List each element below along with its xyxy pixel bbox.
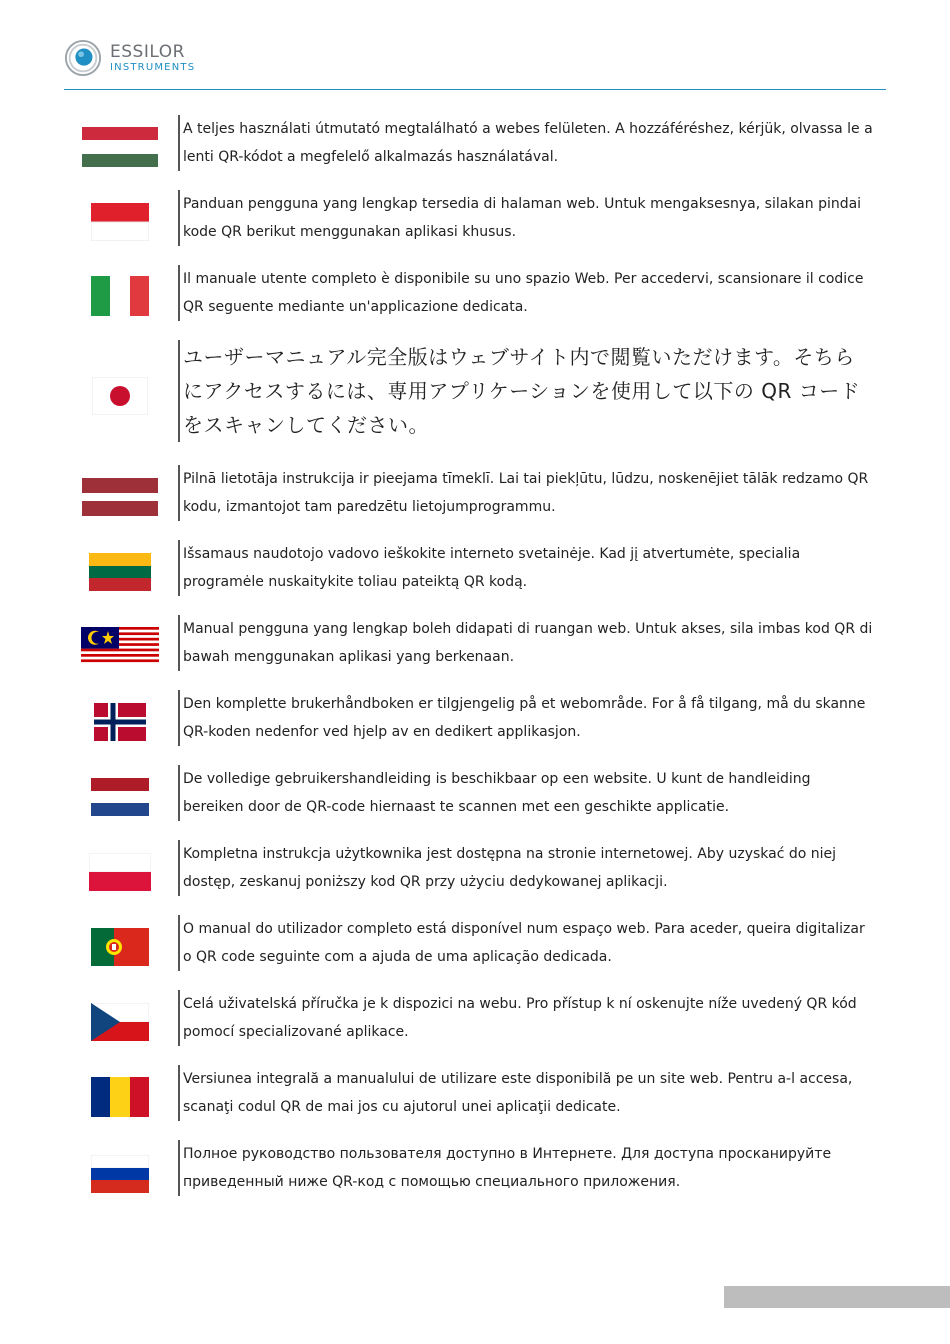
instruction-text: Il manuale utente completo è disponibile su uno spazio Web. Per accedervi, scansionare il codice QR seguente mediante un'applicazione dedicata. — [178, 265, 873, 321]
italy-flag-icon — [91, 276, 149, 316]
flag-container — [80, 852, 160, 892]
instruction-text: Den komplette brukerhåndboken er tilgjengelig på et webområde. For å få tilgang, må du skanne QR-koden nedenfor ved hjelp av en dedikert applikasjon. — [178, 690, 873, 746]
portugal-flag-icon — [91, 928, 149, 966]
instruction-text: A teljes használati útmutató megtalálható a webes felületen. A hozzáféréshez, kérjük, olvassa le a lenti QR-kódot a megfelelő alkalmazás használatával. — [178, 115, 873, 171]
hungary-flag-icon — [82, 127, 158, 167]
instruction-text: ユーザーマニュアル完全版はウェブサイト内で閲覧いただけます。そちらにアクセスするには、専用アプリケーションを使用して以下の QR コードをスキャンしてください。 — [178, 340, 873, 442]
flag-container — [80, 1002, 160, 1042]
netherlands-flag-icon — [91, 778, 149, 816]
russia-flag-icon — [91, 1155, 149, 1193]
essilor-logo — [64, 38, 195, 78]
lithuania-flag-icon — [89, 553, 151, 591]
flag-container — [80, 376, 160, 416]
instruction-text: Celá uživatelská příručka je k dispozici na webu. Pro přístup k ní oskenujte níže uvedený QR kód pomocí specializované aplikace. — [178, 990, 873, 1046]
header-divider — [64, 89, 886, 90]
instruction-text: Išsamaus naudotojo vadovo ieškokite interneto svetainėje. Kad jį atvertumėte, specialia programėle nuskaitykite toliau pateiktą QR kodą. — [178, 540, 873, 596]
flag-container — [80, 202, 160, 242]
brand-subtitle: INSTRUMENTS — [110, 61, 196, 73]
brand-name: ESSILOR — [110, 41, 185, 62]
essilor-logo-icon — [64, 39, 102, 77]
instruction-text: Versiunea integrală a manualului de utilizare este disponibilă pe un site web. Pentru a-l accesa, scanaţi codul QR de mai jos cu ajutorul unei aplicaţii dedicate. — [178, 1065, 873, 1121]
flag-container — [80, 625, 160, 667]
flag-container — [80, 127, 160, 167]
japan-flag-icon — [92, 377, 148, 415]
flag-container — [80, 777, 160, 817]
flag-container — [80, 552, 160, 592]
poland-flag-icon — [89, 853, 151, 891]
instruction-text: Manual pengguna yang lengkap boleh didapati di ruangan web. Untuk akses, sila imbas kod QR di bawah menggunakan aplikasi yang berkenaan. — [178, 615, 873, 671]
instruction-text: Kompletna instrukcja użytkownika jest dostępna na stronie internetowej. Aby uzyskać do niej dostęp, zeskanuj poniższy kod QR przy użyciu dedykowanej aplikacji. — [178, 840, 873, 896]
flag-container — [80, 1077, 160, 1117]
norway-flag-icon — [94, 703, 146, 741]
instruction-text: O manual do utilizador completo está disponível num espaço web. Para aceder, queira digitalizar o QR code seguinte com a ajuda de uma aplicação dedicada. — [178, 915, 873, 971]
flag-container — [80, 927, 160, 967]
latvia-flag-icon — [82, 478, 158, 516]
indonesia-flag-icon — [91, 203, 149, 241]
malaysia-flag-icon — [81, 627, 159, 665]
romania-flag-icon — [91, 1077, 149, 1117]
flag-container — [80, 477, 160, 517]
flag-container — [80, 275, 160, 317]
flag-container — [80, 1154, 160, 1194]
page-header — [0, 0, 950, 92]
instruction-text: Полное руководство пользователя доступно в Интернете. Для доступа просканируйте приведенный ниже QR-код с помощью специального приложения. — [178, 1140, 873, 1196]
instruction-text: Panduan pengguna yang lengkap tersedia di halaman web. Untuk mengaksesnya, silakan pindai kode QR berikut menggunakan aplikasi khusus. — [178, 190, 873, 246]
page-footer-bar — [724, 1286, 950, 1308]
flag-container — [80, 702, 160, 742]
instruction-text: De volledige gebruikershandleiding is beschikbaar op een website. U kunt de handleiding bereiken door de QR-code hiernaast te scannen met een geschikte applicatie. — [178, 765, 873, 821]
instruction-text: Pilnā lietotāja instrukcija ir pieejama tīmeklī. Lai tai piekļūtu, lūdzu, noskenējiet tālāk redzamo QR kodu, izmantojot tam paredzētu lietojumprogrammu. — [178, 465, 873, 521]
czech-flag-icon — [91, 1003, 149, 1041]
